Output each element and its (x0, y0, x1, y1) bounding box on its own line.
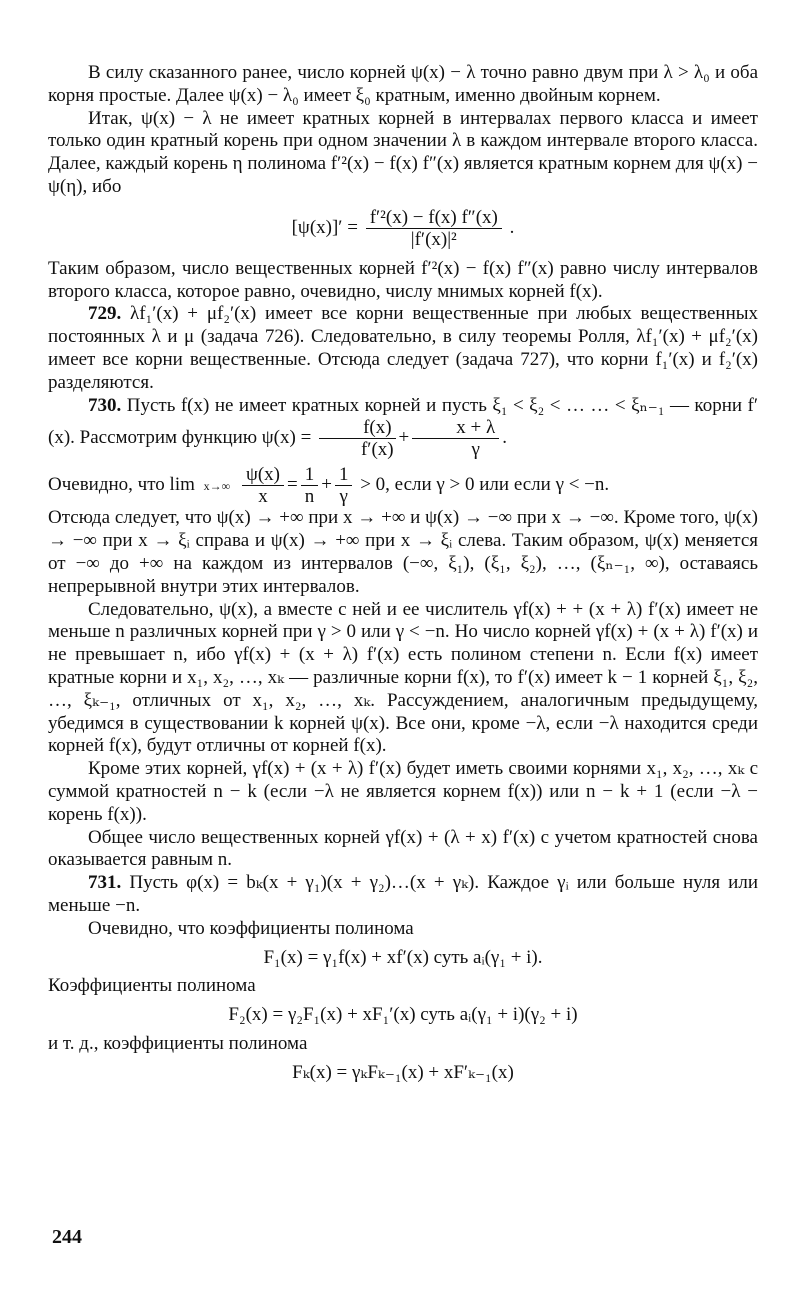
limit-conclusion: > 0, если γ > 0 или если γ < −n. (360, 474, 610, 496)
equation-F2: F₂(x) = γ₂F₁(x) + xF₁′(x) суть aᵢ(γ₁ + i)(γ₂ + i) (228, 1004, 578, 1026)
period: . (502, 427, 507, 449)
paragraph: Отсюда следует, что ψ(x) → +∞ при x → +∞ и ψ(x) → −∞ при x → −∞. Кроме того, ψ(x) → −∞ при x → ξᵢ справа и ψ(x) → +∞ при x → ξᵢ слева. Таким образом, ψ(x) меняется от −∞ до +∞ на каждом из интервалов (−∞, ξ₁), (ξ₁, ξ₂), …, (ξₙ₋₁, ∞), оставаясь непрерывной внутри этих интервалов. (48, 507, 758, 597)
fraction-one-over-n (301, 464, 319, 507)
plus-sign: + (398, 427, 410, 449)
problem-text: Пусть f(x) не имеет кратных корней и пусть ξ₁ < ξ₂ < … … < ξₙ₋₁ — корни f′(x). Рассмотрим функцию ψ(x) = (48, 394, 759, 449)
fraction-numerator: ψ(x) (242, 464, 284, 486)
paragraph: Коэффициенты полинома (48, 975, 256, 997)
equation-tail: . (509, 216, 515, 238)
fraction-numerator: 1 (335, 464, 353, 486)
problem-729 (48, 303, 758, 394)
problem-text: Пусть φ(x) = bₖ(x + γ₁)(x + γ₂)…(x + γₖ). Каждое γᵢ или больше нуля или меньше −n. (48, 872, 758, 916)
fraction-numerator: x + λ (412, 417, 499, 439)
paragraph: Таким образом, число вещественных корней f′²(x) − f(x) f″(x) равно числу интервалов второго класса, которое равно, очевидно, числу мнимых корней f(x). (48, 257, 758, 302)
fraction-numerator: 1 (301, 464, 319, 486)
fraction-denominator: |f′(x)|² (410, 228, 457, 250)
problem-text: λf₁′(x) + μf₂′(x) имеет все корни вещественные при любых вещественных постоянных λ и μ (задача 726). Следовательно, в силу теоремы Ролля, λf₁′(x) + μf₂′(x) имеет все корни вещественные. Отсюда следует (задача 727), что корни f₁′(x) и f₂′(x) разделяются. (48, 303, 759, 393)
fraction-denominator: f′(x) (360, 439, 394, 461)
fraction-numerator: f(x) (319, 417, 395, 439)
fraction-one-over-gamma (335, 464, 353, 507)
paragraph: Очевидно, что коэффициенты полинома (88, 917, 414, 939)
paragraph: Следовательно, ψ(x), а вместе с ней и ее числитель γf(x) + + (x + λ) f′(x) имеет не меньше n различных корней при γ > 0 или γ < −n. Но число корней γf(x) + (x + λ) f′(x) и не превышает n, ибо γf(x) + (x + λ) f′(x) есть полином степени n. Если f(x) имеет кратные корни и x₁, x₂, …, xₖ — различные корни f(x), то f′(x) имеет k − 1 корней ξ₁, ξ₂, …, ξₖ₋₁, отличных от x₁, x₂, …, xₖ. Рассуждением, аналогичным предыдущему, убедимся в существовании k корней ψ(x). Все они, кроме −λ, если −λ находится среди корней f(x), будут отличны от корней f(x). (48, 598, 758, 757)
fraction-x-plus-lambda (412, 417, 499, 460)
page-body (48, 62, 758, 1090)
equation-Fk: Fₖ(x) = γₖFₖ₋₁(x) + xF′ₖ₋₁(x) (292, 1061, 514, 1083)
problem-731 (48, 872, 758, 918)
limit-variable: x→∞ (203, 478, 231, 493)
equation-derivative (48, 207, 758, 250)
equals-sign: = (287, 474, 298, 496)
paragraph: Кроме этих корней, γf(x) + (x + λ) f′(x) будет иметь своими корнями x₁, x₂, …, xₖ с суммой кратностей n − k (если −λ не является корнем f(x)) или n − k + 1 (если −λ − корень f(x)). (48, 758, 759, 825)
problem-number: 729. (88, 303, 122, 325)
fraction-denominator: γ (471, 439, 480, 461)
fraction-denominator: x (258, 486, 268, 508)
page-number: 244 (52, 1226, 82, 1248)
paragraph: и т. д., коэффициенты полинома (48, 1032, 308, 1054)
problem-730 (48, 395, 758, 461)
limit-intro: Очевидно, что lim (48, 474, 195, 496)
equation-F1: F₁(x) = γ₁f(x) + xf′(x) суть aᵢ(γ₁ + i). (263, 946, 543, 968)
paragraph-limit (48, 464, 758, 507)
plus-sign: + (321, 474, 332, 496)
problem-number: 731. (88, 872, 122, 894)
fraction-f-over-fprime (319, 417, 395, 460)
equation-lhs: [ψ(x)]′ = (291, 216, 358, 238)
fraction-numerator: f′²(x) − f(x) f″(x) (366, 207, 502, 229)
problem-number: 730. (88, 394, 122, 416)
paragraph: Общее число вещественных корней γf(x) + (λ + x) f′(x) с учетом кратностей снова оказывается равным n. (48, 826, 758, 871)
limit-subscript (204, 480, 231, 492)
fraction-psi-over-x (242, 464, 284, 507)
fraction-denominator: γ (339, 486, 348, 508)
paragraph: Итак, ψ(x) − λ не имеет кратных корней в интервалах первого класса и имеет только один кратный корень при одном значении λ в каждом интервале второго класса. Далее, каждый корень η полинома f′²(x) − f(x) f″(x) является кратным корнем для ψ(x) − ψ(η), ибо (48, 107, 758, 197)
fraction-denominator: n (304, 486, 315, 508)
paragraph: В силу сказанного ранее, число корней ψ(x) − λ точно равно двум при λ > λ₀ и оба корня простые. Далее ψ(x) − λ₀ имеет ξ₀ кратным, именно двойным корнем. (48, 62, 758, 106)
equation-fraction (366, 207, 502, 250)
